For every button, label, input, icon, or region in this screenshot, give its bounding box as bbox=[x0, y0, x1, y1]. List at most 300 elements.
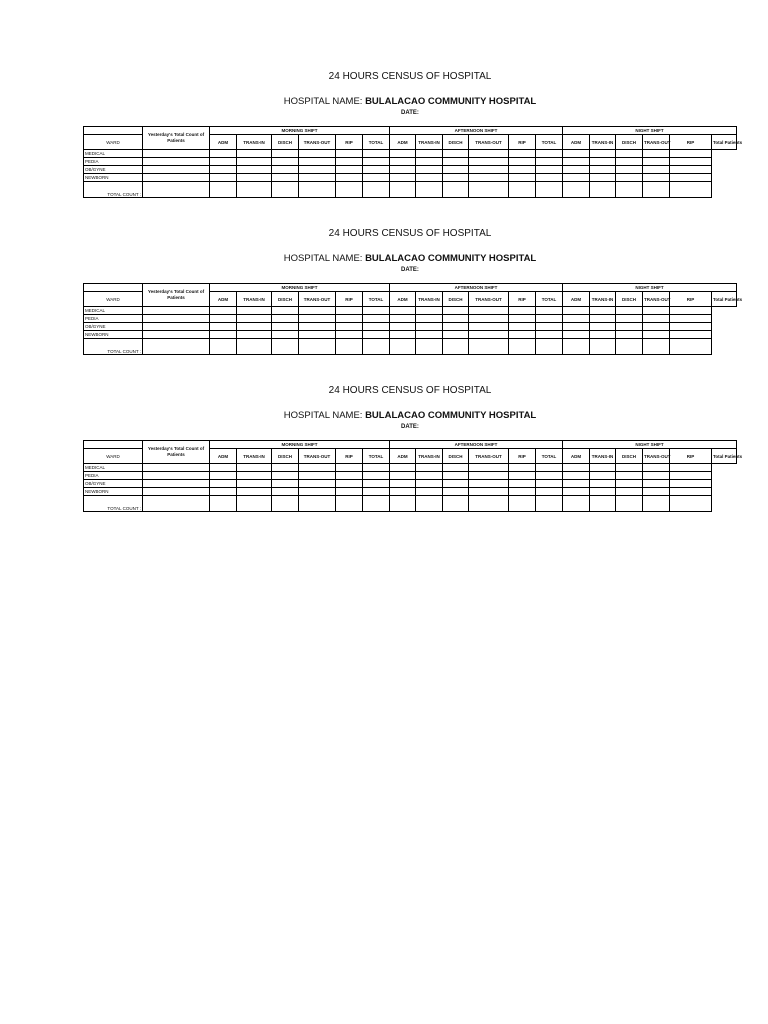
entry-cell[interactable] bbox=[363, 496, 390, 512]
entry-cell[interactable] bbox=[390, 339, 416, 355]
entry-cell[interactable] bbox=[616, 331, 643, 339]
entry-cell[interactable] bbox=[237, 166, 272, 174]
entry-cell[interactable] bbox=[210, 339, 237, 355]
entry-cell[interactable] bbox=[443, 323, 469, 331]
entry-cell[interactable] bbox=[670, 174, 712, 182]
entry-cell[interactable] bbox=[563, 307, 590, 315]
entry-cell[interactable] bbox=[670, 150, 712, 158]
entry-cell[interactable] bbox=[469, 150, 509, 158]
morning-rip-header: RIP bbox=[336, 135, 363, 150]
entry-cell[interactable] bbox=[670, 307, 712, 315]
entry-cell[interactable] bbox=[143, 464, 210, 472]
entry-cell[interactable] bbox=[336, 158, 363, 166]
entry-cell[interactable] bbox=[443, 472, 469, 480]
entry-cell[interactable] bbox=[272, 488, 299, 496]
entry-cell[interactable] bbox=[563, 472, 590, 480]
entry-cell[interactable] bbox=[143, 323, 210, 331]
table-row bbox=[84, 150, 737, 158]
entry-cell[interactable] bbox=[643, 464, 670, 472]
entry-cell[interactable] bbox=[416, 150, 443, 158]
entry-cell[interactable] bbox=[390, 315, 416, 323]
entry-cell[interactable] bbox=[590, 323, 616, 331]
entry-cell[interactable] bbox=[509, 174, 536, 182]
entry-cell[interactable] bbox=[237, 307, 272, 315]
entry-cell[interactable] bbox=[416, 480, 443, 488]
entry-cell[interactable] bbox=[563, 174, 590, 182]
entry-cell[interactable] bbox=[363, 480, 390, 488]
entry-cell[interactable] bbox=[210, 472, 237, 480]
entry-cell[interactable] bbox=[443, 158, 469, 166]
entry-cell[interactable] bbox=[272, 307, 299, 315]
entry-cell[interactable] bbox=[143, 315, 210, 323]
census-form-3 bbox=[83, 385, 743, 512]
entry-cell[interactable] bbox=[210, 488, 237, 496]
entry-cell[interactable] bbox=[643, 315, 670, 323]
entry-cell[interactable] bbox=[590, 307, 616, 315]
entry-cell[interactable] bbox=[536, 174, 563, 182]
entry-cell[interactable] bbox=[210, 331, 237, 339]
entry-cell[interactable] bbox=[643, 158, 670, 166]
entry-cell[interactable] bbox=[469, 480, 509, 488]
night-rip-header: RIP bbox=[670, 292, 712, 307]
entry-cell[interactable] bbox=[563, 315, 590, 323]
entry-cell[interactable] bbox=[363, 472, 390, 480]
entry-cell[interactable] bbox=[469, 472, 509, 480]
entry-cell[interactable] bbox=[443, 496, 469, 512]
entry-cell[interactable] bbox=[643, 331, 670, 339]
entry-cell[interactable] bbox=[416, 488, 443, 496]
entry-cell[interactable] bbox=[272, 182, 299, 198]
entry-cell[interactable] bbox=[272, 174, 299, 182]
entry-cell[interactable] bbox=[299, 158, 336, 166]
entry-cell[interactable] bbox=[509, 307, 536, 315]
entry-cell[interactable] bbox=[590, 488, 616, 496]
night-shift-header: NIGHT SHIFT bbox=[563, 441, 737, 449]
entry-cell[interactable] bbox=[616, 472, 643, 480]
entry-cell[interactable] bbox=[416, 339, 443, 355]
entry-cell[interactable] bbox=[590, 331, 616, 339]
entry-cell[interactable] bbox=[272, 480, 299, 488]
entry-cell[interactable] bbox=[299, 488, 336, 496]
entry-cell[interactable] bbox=[443, 488, 469, 496]
entry-cell[interactable] bbox=[643, 150, 670, 158]
morning-total-header: TOTAL bbox=[363, 449, 390, 464]
entry-cell[interactable] bbox=[336, 339, 363, 355]
entry-cell[interactable] bbox=[443, 331, 469, 339]
entry-cell[interactable] bbox=[616, 174, 643, 182]
entry-cell[interactable] bbox=[390, 472, 416, 480]
entry-cell[interactable] bbox=[590, 496, 616, 512]
table-row bbox=[84, 331, 737, 339]
entry-cell[interactable] bbox=[590, 182, 616, 198]
entry-cell[interactable] bbox=[299, 339, 336, 355]
entry-cell[interactable] bbox=[643, 472, 670, 480]
entry-cell[interactable] bbox=[336, 315, 363, 323]
entry-cell[interactable] bbox=[590, 480, 616, 488]
entry-cell[interactable] bbox=[469, 158, 509, 166]
form-title: 24 HOURS CENSUS OF HOSPITAL bbox=[328, 385, 492, 396]
entry-cell[interactable] bbox=[336, 488, 363, 496]
entry-cell[interactable] bbox=[509, 496, 536, 512]
entry-cell[interactable] bbox=[390, 480, 416, 488]
entry-cell[interactable] bbox=[210, 464, 237, 472]
night-adm-header: ADM bbox=[563, 135, 590, 150]
entry-cell[interactable] bbox=[616, 488, 643, 496]
entry-cell[interactable] bbox=[670, 488, 712, 496]
entry-cell[interactable] bbox=[237, 182, 272, 198]
entry-cell[interactable] bbox=[299, 307, 336, 315]
entry-cell[interactable] bbox=[336, 307, 363, 315]
entry-cell[interactable] bbox=[670, 472, 712, 480]
entry-cell[interactable] bbox=[363, 331, 390, 339]
entry-cell[interactable] bbox=[616, 339, 643, 355]
entry-cell[interactable] bbox=[469, 174, 509, 182]
entry-cell[interactable] bbox=[443, 339, 469, 355]
hospital-line bbox=[83, 96, 737, 108]
entry-cell[interactable] bbox=[299, 166, 336, 174]
entry-cell[interactable] bbox=[210, 315, 237, 323]
entry-cell[interactable] bbox=[272, 158, 299, 166]
table-row bbox=[84, 166, 737, 174]
entry-cell[interactable] bbox=[237, 339, 272, 355]
afternoon-disch-header: DISCH bbox=[443, 292, 469, 307]
entry-cell[interactable] bbox=[210, 158, 237, 166]
entry-cell[interactable] bbox=[210, 323, 237, 331]
entry-cell[interactable] bbox=[563, 166, 590, 174]
entry-cell[interactable] bbox=[670, 182, 712, 198]
entry-cell[interactable] bbox=[643, 488, 670, 496]
census-table bbox=[83, 283, 743, 355]
entry-cell[interactable] bbox=[443, 166, 469, 174]
entry-cell[interactable] bbox=[469, 182, 509, 198]
entry-cell[interactable] bbox=[336, 174, 363, 182]
entry-cell[interactable] bbox=[469, 464, 509, 472]
entry-cell[interactable] bbox=[643, 339, 670, 355]
entry-cell[interactable] bbox=[616, 496, 643, 512]
ward-name: NEWBORN bbox=[84, 488, 143, 496]
entry-cell[interactable] bbox=[336, 480, 363, 488]
date-label: DATE: bbox=[401, 424, 419, 430]
entry-cell[interactable] bbox=[590, 339, 616, 355]
entry-cell[interactable] bbox=[616, 150, 643, 158]
entry-cell[interactable] bbox=[336, 150, 363, 158]
entry-cell[interactable] bbox=[336, 166, 363, 174]
entry-cell[interactable] bbox=[590, 150, 616, 158]
afternoon-total-header: TOTAL bbox=[536, 449, 563, 464]
entry-cell[interactable] bbox=[670, 331, 712, 339]
entry-cell[interactable] bbox=[443, 480, 469, 488]
shift-header-row bbox=[84, 127, 737, 135]
entry-cell[interactable] bbox=[670, 166, 712, 174]
entry-cell[interactable] bbox=[143, 174, 210, 182]
entry-cell[interactable] bbox=[563, 488, 590, 496]
entry-cell[interactable] bbox=[237, 331, 272, 339]
entry-cell[interactable] bbox=[390, 166, 416, 174]
entry-cell[interactable] bbox=[363, 323, 390, 331]
entry-cell[interactable] bbox=[237, 315, 272, 323]
entry-cell[interactable] bbox=[443, 174, 469, 182]
entry-cell[interactable] bbox=[590, 158, 616, 166]
entry-cell[interactable] bbox=[536, 315, 563, 323]
entry-cell[interactable] bbox=[563, 480, 590, 488]
entry-cell[interactable] bbox=[416, 323, 443, 331]
entry-cell[interactable] bbox=[443, 315, 469, 323]
night-trans-in-header: TRANS-IN bbox=[590, 292, 616, 307]
entry-cell[interactable] bbox=[416, 464, 443, 472]
entry-cell[interactable] bbox=[210, 480, 237, 488]
entry-cell[interactable] bbox=[143, 480, 210, 488]
entry-cell[interactable] bbox=[416, 182, 443, 198]
entry-cell[interactable] bbox=[443, 182, 469, 198]
entry-cell[interactable] bbox=[336, 496, 363, 512]
entry-cell[interactable] bbox=[210, 150, 237, 158]
total-count-label: TOTAL COUNT : bbox=[84, 496, 143, 512]
entry-cell[interactable] bbox=[299, 150, 336, 158]
entry-cell[interactable] bbox=[363, 315, 390, 323]
entry-cell[interactable] bbox=[299, 480, 336, 488]
entry-cell[interactable] bbox=[670, 496, 712, 512]
entry-cell[interactable] bbox=[509, 331, 536, 339]
entry-cell[interactable] bbox=[363, 150, 390, 158]
census-form-1 bbox=[83, 71, 743, 198]
entry-cell[interactable] bbox=[509, 158, 536, 166]
entry-cell[interactable] bbox=[272, 464, 299, 472]
entry-cell[interactable] bbox=[363, 182, 390, 198]
total-count-row bbox=[84, 182, 737, 198]
entry-cell[interactable] bbox=[363, 158, 390, 166]
entry-cell[interactable] bbox=[536, 323, 563, 331]
entry-cell[interactable] bbox=[590, 315, 616, 323]
entry-cell[interactable] bbox=[443, 464, 469, 472]
entry-cell[interactable] bbox=[210, 496, 237, 512]
entry-cell[interactable] bbox=[143, 472, 210, 480]
entry-cell[interactable] bbox=[536, 158, 563, 166]
entry-cell[interactable] bbox=[299, 472, 336, 480]
entry-cell[interactable] bbox=[536, 472, 563, 480]
entry-cell[interactable] bbox=[590, 174, 616, 182]
entry-cell[interactable] bbox=[210, 166, 237, 174]
entry-cell[interactable] bbox=[237, 158, 272, 166]
entry-cell[interactable] bbox=[363, 174, 390, 182]
entry-cell[interactable] bbox=[143, 166, 210, 174]
entry-cell[interactable] bbox=[390, 464, 416, 472]
entry-cell[interactable] bbox=[299, 464, 336, 472]
entry-cell[interactable] bbox=[643, 496, 670, 512]
entry-cell[interactable] bbox=[643, 307, 670, 315]
entry-cell[interactable] bbox=[336, 464, 363, 472]
night-total-patients-header: Total Patients bbox=[712, 135, 737, 150]
entry-cell[interactable] bbox=[469, 166, 509, 174]
entry-cell[interactable] bbox=[143, 488, 210, 496]
entry-cell[interactable] bbox=[143, 182, 210, 198]
entry-cell[interactable] bbox=[272, 331, 299, 339]
entry-cell[interactable] bbox=[416, 496, 443, 512]
entry-cell[interactable] bbox=[416, 331, 443, 339]
entry-cell[interactable] bbox=[416, 472, 443, 480]
entry-cell[interactable] bbox=[670, 315, 712, 323]
entry-cell[interactable] bbox=[390, 158, 416, 166]
entry-cell[interactable] bbox=[536, 150, 563, 158]
entry-cell[interactable] bbox=[616, 464, 643, 472]
entry-cell[interactable] bbox=[509, 464, 536, 472]
hospital-name-value: BULALACAO COMMUNITY HOSPITAL bbox=[365, 96, 537, 107]
entry-cell[interactable] bbox=[416, 174, 443, 182]
entry-cell[interactable] bbox=[143, 307, 210, 315]
entry-cell[interactable] bbox=[563, 150, 590, 158]
entry-cell[interactable] bbox=[272, 496, 299, 512]
entry-cell[interactable] bbox=[299, 331, 336, 339]
entry-cell[interactable] bbox=[363, 166, 390, 174]
entry-cell[interactable] bbox=[210, 182, 237, 198]
entry-cell[interactable] bbox=[670, 323, 712, 331]
entry-cell[interactable] bbox=[143, 158, 210, 166]
morning-trans-out-header: TRANS-OUT bbox=[299, 449, 336, 464]
entry-cell[interactable] bbox=[563, 323, 590, 331]
entry-cell[interactable] bbox=[509, 166, 536, 174]
entry-cell[interactable] bbox=[536, 182, 563, 198]
entry-cell[interactable] bbox=[416, 158, 443, 166]
entry-cell[interactable] bbox=[299, 496, 336, 512]
entry-cell[interactable] bbox=[643, 182, 670, 198]
entry-cell[interactable] bbox=[590, 166, 616, 174]
entry-cell[interactable] bbox=[210, 174, 237, 182]
entry-cell[interactable] bbox=[336, 472, 363, 480]
entry-cell[interactable] bbox=[237, 496, 272, 512]
total-count-row bbox=[84, 339, 737, 355]
entry-cell[interactable] bbox=[237, 472, 272, 480]
entry-cell[interactable] bbox=[670, 480, 712, 488]
entry-cell[interactable] bbox=[643, 174, 670, 182]
entry-cell[interactable] bbox=[390, 174, 416, 182]
entry-cell[interactable] bbox=[390, 488, 416, 496]
entry-cell[interactable] bbox=[210, 307, 237, 315]
entry-cell[interactable] bbox=[390, 150, 416, 158]
entry-cell[interactable] bbox=[563, 158, 590, 166]
entry-cell[interactable] bbox=[237, 464, 272, 472]
entry-cell[interactable] bbox=[536, 307, 563, 315]
entry-cell[interactable] bbox=[237, 488, 272, 496]
entry-cell[interactable] bbox=[299, 315, 336, 323]
entry-cell[interactable] bbox=[616, 307, 643, 315]
entry-cell[interactable] bbox=[416, 315, 443, 323]
entry-cell[interactable] bbox=[590, 472, 616, 480]
entry-cell[interactable] bbox=[469, 496, 509, 512]
entry-cell[interactable] bbox=[509, 472, 536, 480]
entry-cell[interactable] bbox=[509, 315, 536, 323]
entry-cell[interactable] bbox=[469, 339, 509, 355]
entry-cell[interactable] bbox=[143, 339, 210, 355]
entry-cell[interactable] bbox=[143, 150, 210, 158]
entry-cell[interactable] bbox=[616, 323, 643, 331]
entry-cell[interactable] bbox=[536, 166, 563, 174]
entry-cell[interactable] bbox=[670, 339, 712, 355]
entry-cell[interactable] bbox=[272, 166, 299, 174]
entry-cell[interactable] bbox=[363, 307, 390, 315]
afternoon-trans-out-header: TRANS-OUT bbox=[469, 449, 509, 464]
entry-cell[interactable] bbox=[643, 480, 670, 488]
entry-cell[interactable] bbox=[469, 315, 509, 323]
entry-cell[interactable] bbox=[336, 331, 363, 339]
entry-cell[interactable] bbox=[143, 331, 210, 339]
entry-cell[interactable] bbox=[390, 331, 416, 339]
entry-cell[interactable] bbox=[390, 307, 416, 315]
entry-cell[interactable] bbox=[643, 323, 670, 331]
entry-cell[interactable] bbox=[237, 150, 272, 158]
entry-cell[interactable] bbox=[272, 315, 299, 323]
entry-cell[interactable] bbox=[443, 150, 469, 158]
entry-cell[interactable] bbox=[416, 307, 443, 315]
entry-cell[interactable] bbox=[509, 323, 536, 331]
entry-cell[interactable] bbox=[563, 331, 590, 339]
entry-cell[interactable] bbox=[563, 182, 590, 198]
entry-cell[interactable] bbox=[563, 339, 590, 355]
entry-cell[interactable] bbox=[416, 166, 443, 174]
entry-cell[interactable] bbox=[272, 472, 299, 480]
entry-cell[interactable] bbox=[616, 480, 643, 488]
entry-cell[interactable] bbox=[536, 339, 563, 355]
entry-cell[interactable] bbox=[536, 464, 563, 472]
entry-cell[interactable] bbox=[509, 480, 536, 488]
entry-cell[interactable] bbox=[237, 323, 272, 331]
entry-cell[interactable] bbox=[443, 307, 469, 315]
entry-cell[interactable] bbox=[272, 339, 299, 355]
entry-cell[interactable] bbox=[590, 464, 616, 472]
entry-cell[interactable] bbox=[237, 174, 272, 182]
entry-cell[interactable] bbox=[390, 496, 416, 512]
entry-cell[interactable] bbox=[563, 496, 590, 512]
entry-cell[interactable] bbox=[336, 182, 363, 198]
entry-cell[interactable] bbox=[616, 315, 643, 323]
entry-cell[interactable] bbox=[509, 182, 536, 198]
entry-cell[interactable] bbox=[670, 158, 712, 166]
entry-cell[interactable] bbox=[299, 182, 336, 198]
entry-cell[interactable] bbox=[272, 150, 299, 158]
entry-cell[interactable] bbox=[509, 150, 536, 158]
entry-cell[interactable] bbox=[616, 166, 643, 174]
entry-cell[interactable] bbox=[299, 323, 336, 331]
afternoon-shift-header: AFTERNOON SHIFT bbox=[390, 441, 563, 449]
entry-cell[interactable] bbox=[363, 488, 390, 496]
entry-cell[interactable] bbox=[363, 339, 390, 355]
entry-cell[interactable] bbox=[469, 488, 509, 496]
entry-cell[interactable] bbox=[469, 323, 509, 331]
entry-cell[interactable] bbox=[536, 331, 563, 339]
entry-cell[interactable] bbox=[616, 158, 643, 166]
entry-cell[interactable] bbox=[143, 496, 210, 512]
entry-cell[interactable] bbox=[469, 307, 509, 315]
entry-cell[interactable] bbox=[469, 331, 509, 339]
entry-cell[interactable] bbox=[336, 323, 363, 331]
night-adm-header: ADM bbox=[563, 449, 590, 464]
entry-cell[interactable] bbox=[536, 480, 563, 488]
ward-name: OB/GYNE bbox=[84, 480, 143, 488]
entry-cell[interactable] bbox=[237, 480, 272, 488]
entry-cell[interactable] bbox=[536, 488, 563, 496]
entry-cell[interactable] bbox=[670, 464, 712, 472]
entry-cell[interactable] bbox=[363, 464, 390, 472]
entry-cell[interactable] bbox=[390, 323, 416, 331]
entry-cell[interactable] bbox=[536, 496, 563, 512]
afternoon-trans-in-header: TRANS-IN bbox=[416, 292, 443, 307]
entry-cell[interactable] bbox=[509, 488, 536, 496]
entry-cell[interactable] bbox=[272, 323, 299, 331]
entry-cell[interactable] bbox=[390, 182, 416, 198]
entry-cell[interactable] bbox=[509, 339, 536, 355]
entry-cell[interactable] bbox=[299, 174, 336, 182]
entry-cell[interactable] bbox=[643, 166, 670, 174]
entry-cell[interactable] bbox=[563, 464, 590, 472]
entry-cell[interactable] bbox=[616, 182, 643, 198]
